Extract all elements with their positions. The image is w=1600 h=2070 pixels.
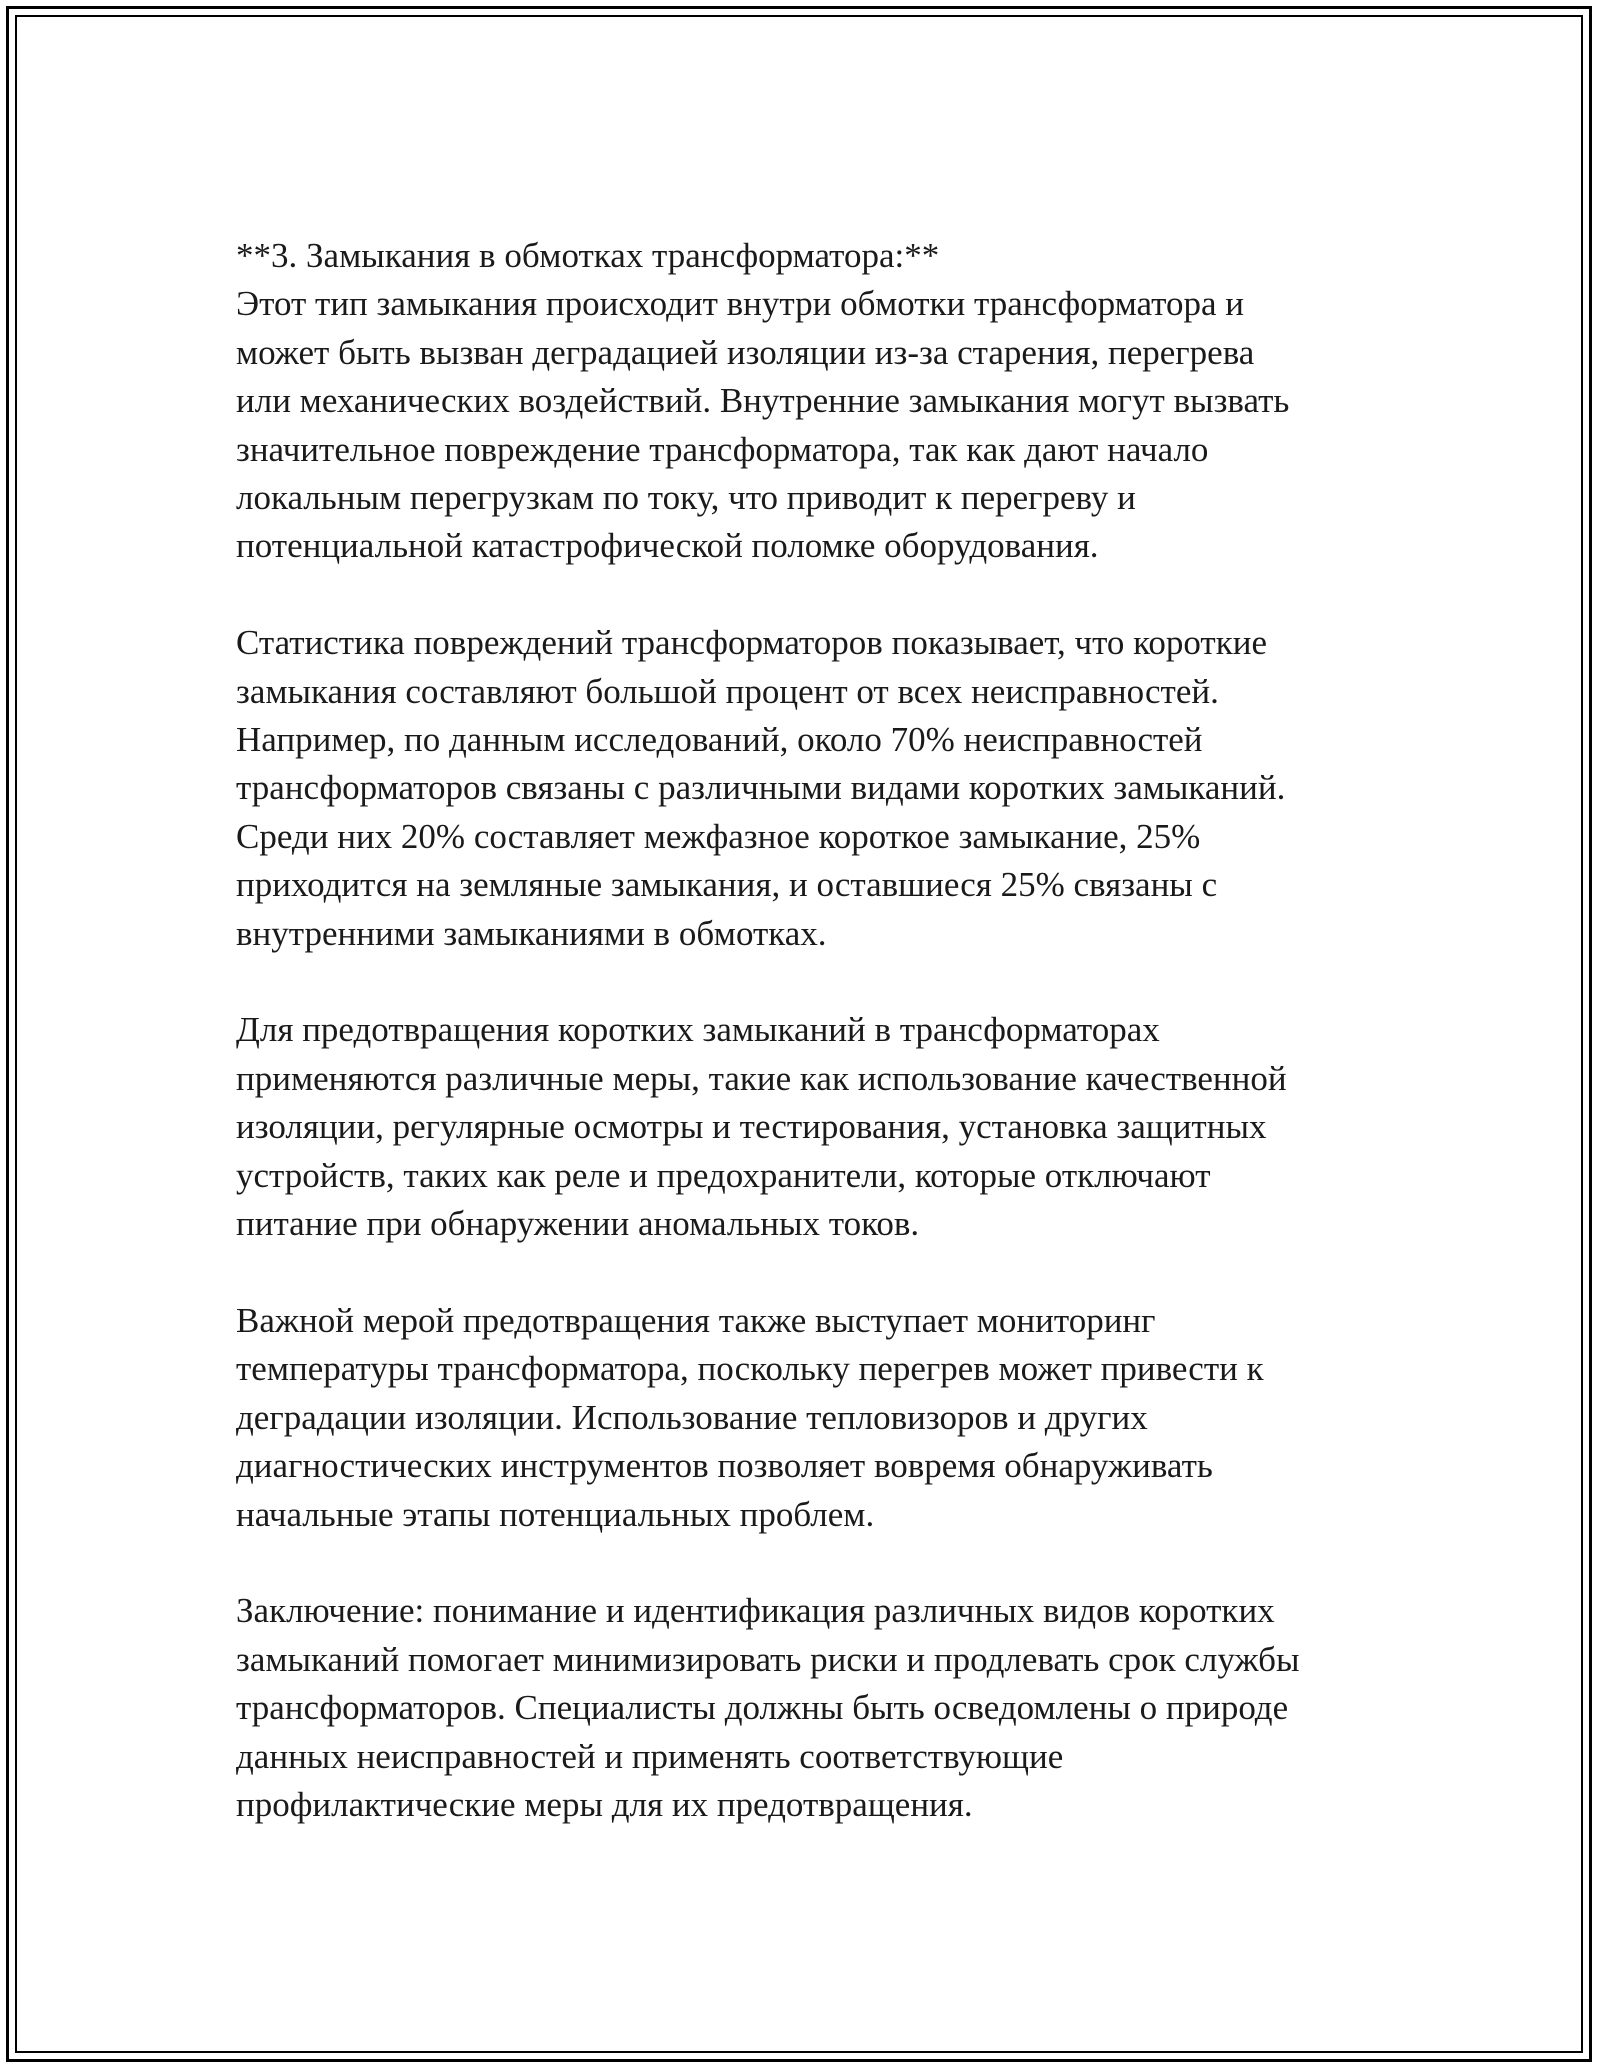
paragraph-monitoring bbox=[236, 1297, 1396, 1539]
text-line: Этот тип замыкания происходит внутри обмотки трансформатора и bbox=[236, 284, 1245, 324]
text-line: начальные этапы потенциальных проблем. bbox=[236, 1494, 875, 1534]
text-line: может быть вызван деградацией изоляции из-за старения, перегрева bbox=[236, 332, 1255, 372]
section-heading: **3. Замыкания в обмотках трансформатора:** bbox=[236, 236, 940, 275]
text-line: замыкания составляют большой процент от всех неисправностей. bbox=[236, 671, 1219, 711]
text-line: трансформаторов связаны с различными видами коротких замыканий. bbox=[236, 768, 1286, 808]
text-line: Статистика повреждений трансформаторов показывает, что короткие bbox=[236, 623, 1267, 663]
text-line: применяются различные меры, такие как использование качественной bbox=[236, 1058, 1287, 1098]
text-line: потенциальной катастрофической поломке оборудования. bbox=[236, 526, 1099, 566]
text-line: температуры трансформатора, поскольку перегрев может привести к bbox=[236, 1349, 1264, 1389]
text-line: Например, по данным исследований, около 70% неисправностей bbox=[236, 720, 1203, 760]
paragraph-winding-faults bbox=[236, 232, 1396, 571]
paragraph-statistics bbox=[236, 619, 1396, 958]
paragraph-conclusion bbox=[236, 1587, 1396, 1829]
text-line: приходится на земляные замыкания, и оставшиеся 25% связаны с bbox=[236, 865, 1218, 905]
text-line: Заключение: понимание и идентификация различных видов коротких bbox=[236, 1591, 1275, 1631]
text-line: данных неисправностей и применять соответствующие bbox=[236, 1736, 1064, 1776]
text-line: внутренними замыканиями в обмотках. bbox=[236, 913, 827, 953]
text-line: Среди них 20% составляет межфазное короткое замыкание, 25% bbox=[236, 816, 1201, 856]
text-line: Для предотвращения коротких замыканий в трансформаторах bbox=[236, 1010, 1160, 1050]
text-line: Важной мерой предотвращения также выступает мониторинг bbox=[236, 1300, 1156, 1340]
paragraph-prevention bbox=[236, 1006, 1396, 1248]
text-line: питание при обнаружении аномальных токов. bbox=[236, 1204, 920, 1244]
text-line: профилактические меры для их предотвращения. bbox=[236, 1784, 973, 1824]
text-line: деградации изоляции. Использование тепловизоров и других bbox=[236, 1397, 1148, 1437]
text-line: локальным перегрузкам по току, что приводит к перегреву и bbox=[236, 478, 1136, 518]
document-body bbox=[236, 232, 1396, 1878]
text-line: значительное повреждение трансформатора, так как дают начало bbox=[236, 429, 1209, 469]
text-line: замыканий помогает минимизировать риски и продлевать срок службы bbox=[236, 1639, 1300, 1679]
text-line: устройств, таких как реле и предохранители, которые отключают bbox=[236, 1155, 1211, 1195]
text-line: или механических воздействий. Внутренние замыкания могут вызвать bbox=[236, 381, 1290, 421]
text-line: изоляции, регулярные осмотры и тестирования, установка защитных bbox=[236, 1107, 1267, 1147]
text-line: диагностических инструментов позволяет вовремя обнаруживать bbox=[236, 1446, 1213, 1486]
text-line: трансформаторов. Специалисты должны быть осведомлены о природе bbox=[236, 1688, 1289, 1728]
